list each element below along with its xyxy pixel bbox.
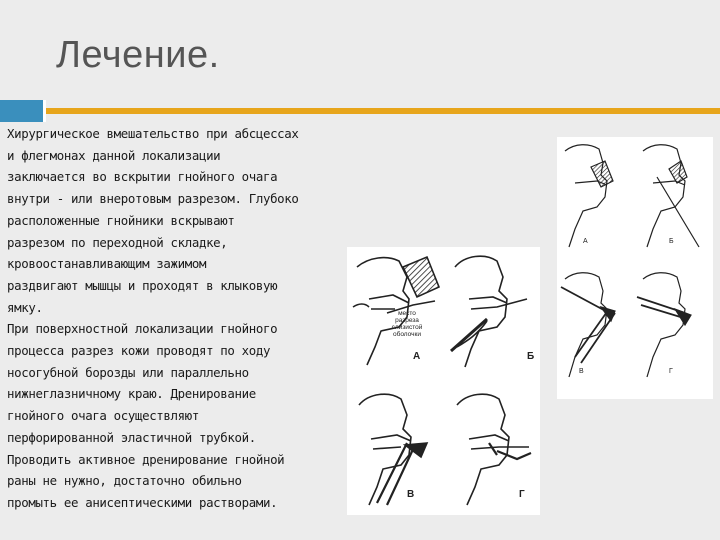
page-title: Лечение. — [56, 34, 220, 76]
surgical-illustration-main-drawing — [347, 247, 540, 515]
right-panel-v-drawing — [561, 273, 615, 377]
right-panel-g-drawing — [637, 273, 691, 377]
caption-line-1: место — [398, 310, 416, 317]
right-panel-a-drawing — [565, 145, 613, 247]
caption-line-4: оболочки — [392, 331, 422, 338]
panel-a-drawing — [353, 257, 439, 365]
right-label-b: Б — [669, 238, 674, 245]
accent-rule-orange — [46, 108, 720, 114]
right-label-a: А — [583, 238, 588, 245]
label-a: А — [413, 351, 421, 362]
label-b: Б — [527, 351, 535, 362]
caption-line-2: разреза — [395, 317, 419, 324]
panel-b-drawing — [451, 256, 527, 367]
surgical-illustration-secondary-drawing — [557, 137, 713, 399]
right-panel-b-drawing — [643, 145, 699, 247]
right-label-v: В — [579, 368, 584, 375]
accent-bar-blue — [0, 100, 46, 122]
label-v: В — [407, 489, 415, 500]
caption-line-3: слизистой — [391, 324, 423, 331]
body-text: Хирургическое вмешательство при абсцессах и флегмонах данной локализации заключается во вскрытии гнойного очага внутри - или внеротовым разрезом. Глубоко расположенные гнойники вскрывают разрезом по переходной складке, кровоостанавливающим зажимом раздвигают мышцы и проходят в клыковую ямку. При поверхностной локализации гнойного процесса разрез кожи проводят по ходу носогубной борозды или параллельно нижнеглазничному краю. Дренирование гнойного очага осуществляют перфорированной эластичной трубкой. Проводить активное дренирование гнойной раны не нужно, достаточно обильно промыть ее анисептическими растворами. — [7, 126, 299, 510]
surgical-illustration-main — [347, 247, 540, 515]
right-label-g: Г — [669, 368, 673, 375]
panel-a-caption — [392, 310, 423, 338]
surgical-illustration-secondary — [557, 137, 713, 399]
label-g: Г — [519, 489, 525, 500]
panel-v-drawing — [359, 394, 427, 505]
